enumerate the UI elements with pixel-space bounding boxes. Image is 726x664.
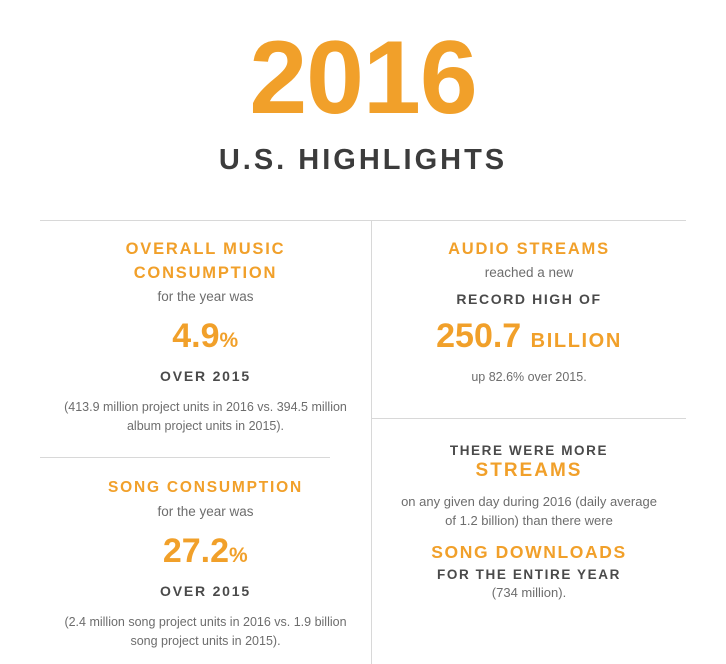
overall-music-heading-line2: CONSUMPTION — [133, 264, 278, 282]
streams-body-text: on any given day during 2016 (daily average of 1.2 billion) than there were — [401, 494, 657, 528]
overall-music-value — [56, 315, 355, 362]
overall-music-over-label: OVER 2015 — [160, 368, 251, 384]
audio-streams-value — [388, 315, 670, 362]
song-consumption-number: 27.2 — [162, 532, 229, 570]
audio-streams-record-line: RECORD HIGH OF — [456, 291, 602, 307]
page-title-year: 2016 — [249, 20, 477, 136]
divider-left-middle — [40, 457, 330, 458]
audio-streams-subline: reached a new — [484, 265, 574, 280]
there-were-more-label: THERE WERE MORE — [449, 443, 609, 458]
audio-streams-note: up 82.6% over 2015. — [471, 370, 587, 384]
song-downloads-heading: SONG DOWNLOADS — [431, 542, 627, 562]
overall-music-unit: % — [219, 329, 239, 352]
audio-streams-number: 250.7 — [436, 317, 522, 355]
divider-right-middle — [372, 418, 686, 419]
page-subtitle: U.S. HIGHLIGHTS — [218, 144, 508, 176]
song-consumption-note: (2.4 million song project units in 2016 vs. 1.9 billion song project units in 2015). — [64, 615, 347, 648]
song-consumption-value — [56, 530, 355, 577]
stat-block-audio-streams — [372, 237, 686, 387]
stat-block-song-consumption — [40, 476, 371, 651]
stat-block-overall-music-consumption — [40, 237, 371, 436]
overall-music-subline: for the year was — [157, 289, 254, 304]
song-consumption-heading: SONG CONSUMPTION — [107, 479, 303, 496]
audio-streams-unit: BILLION — [530, 330, 622, 352]
streams-heading: STREAMS — [475, 460, 583, 481]
stat-block-streams-vs-downloads — [372, 443, 686, 600]
song-consumption-unit: % — [229, 544, 249, 567]
audio-streams-heading: AUDIO STREAMS — [448, 240, 610, 258]
overall-music-number: 4.9 — [172, 317, 220, 355]
song-downloads-note: (734 million). — [491, 585, 567, 600]
overall-music-heading-line1: OVERALL MUSIC — [125, 240, 286, 258]
song-consumption-over-label: OVER 2015 — [160, 583, 251, 599]
song-consumption-subline: for the year was — [157, 504, 254, 519]
entire-year-label: FOR THE ENTIRE YEAR — [437, 567, 621, 582]
overall-music-note: (413.9 million project units in 2016 vs. 394.5 million album project units in 2015). — [64, 400, 347, 433]
page-header — [0, 0, 726, 177]
divider-top — [40, 220, 686, 221]
